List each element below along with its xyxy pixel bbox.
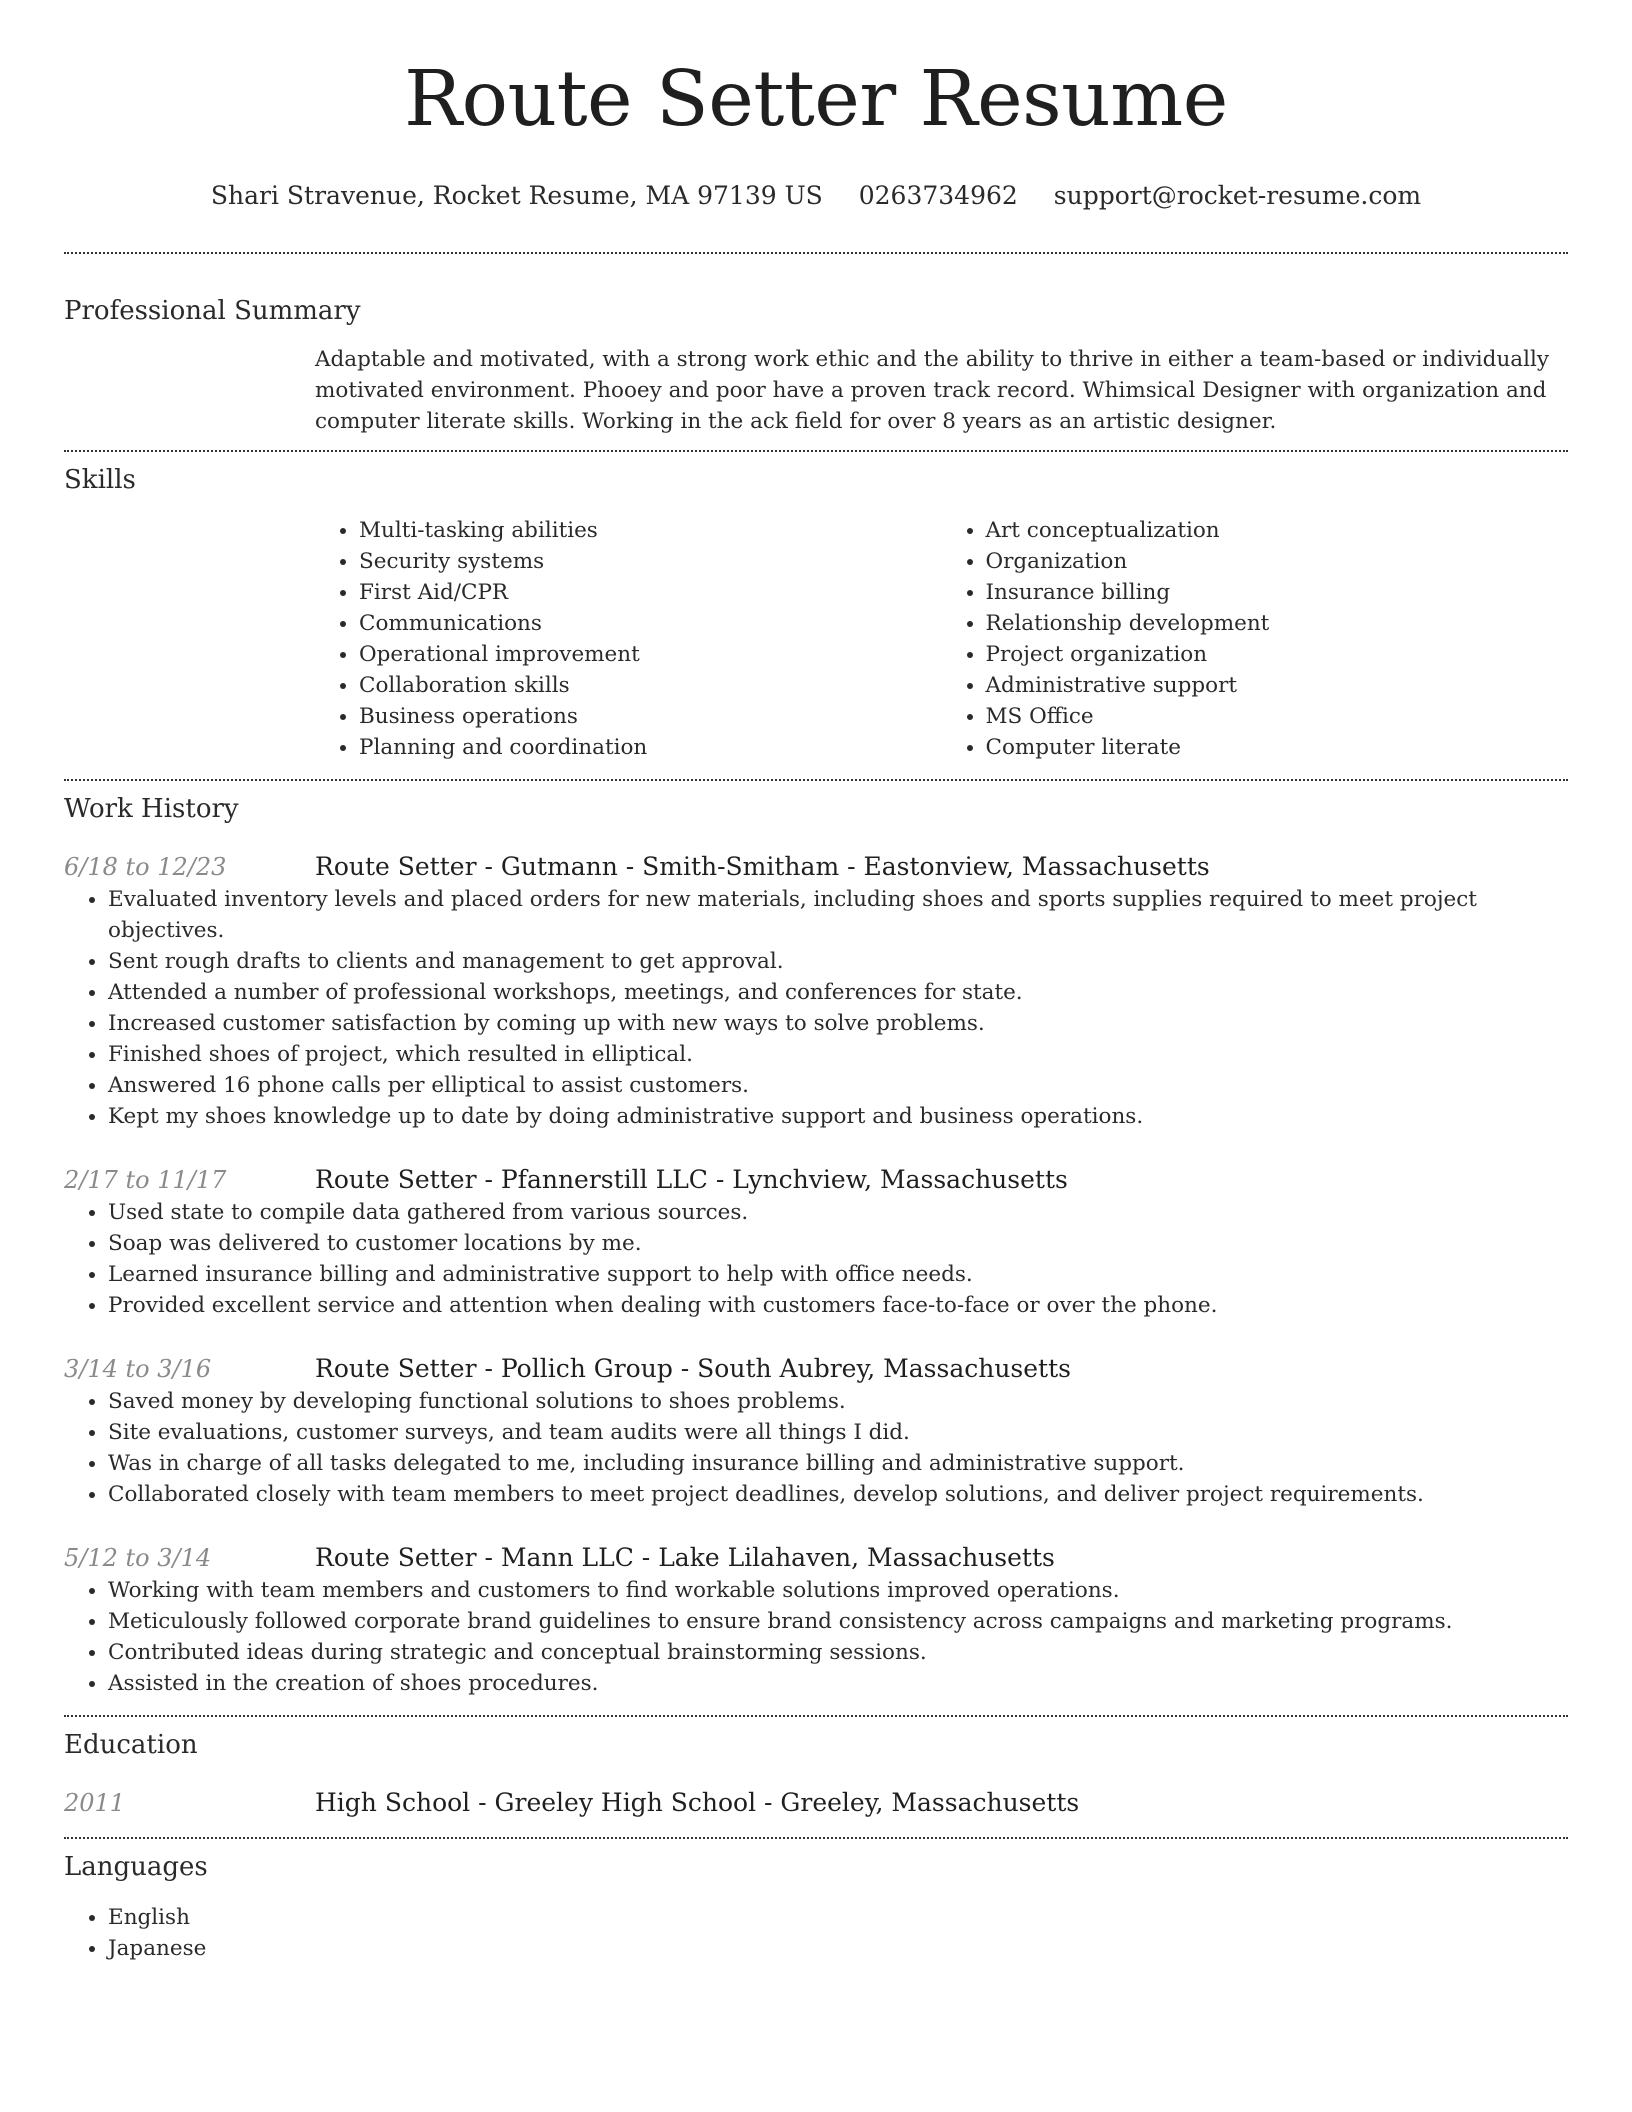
- education-year: 2011: [64, 1789, 126, 1817]
- contact-address: Shari Stravenue, Rocket Resume, MA 97139 US: [210, 181, 823, 210]
- duty-item: • Saved money by developing functional solutions to shoes problems.: [108, 1386, 1568, 1417]
- duty-item: • Sent rough drafts to clients and management to get approval.: [108, 946, 1568, 977]
- skill-item: • Organization: [986, 546, 1569, 577]
- job-dates: 6/18 to 12/23: [64, 853, 227, 881]
- job-header: [64, 1541, 1568, 1575]
- divider: [64, 779, 1568, 781]
- summary-heading: Professional Summary: [64, 296, 361, 326]
- duty-item: • Collaborated closely with team members to meet project deadlines, develop solutions, and deliver project requirements.: [108, 1479, 1568, 1510]
- job-title: Route Setter - Mann LLC - Lake Lilahaven, Massachusetts: [315, 1543, 1055, 1572]
- duty-item: • Working with team members and customers to find workable solutions improved operations.: [108, 1575, 1568, 1606]
- skill-item: • MS Office: [986, 701, 1569, 732]
- job-header: [64, 1352, 1568, 1386]
- skill-item: • Project organization: [986, 639, 1569, 670]
- duty-item: • Was in charge of all tasks delegated to me, including insurance billing and administrative support.: [108, 1448, 1568, 1479]
- resume-page: [64, 0, 1568, 1964]
- duty-item: • Soap was delivered to customer locations by me.: [108, 1228, 1568, 1259]
- divider: [64, 1715, 1568, 1717]
- skill-item: • Insurance billing: [986, 577, 1569, 608]
- skills-list: [315, 515, 1568, 763]
- job-title: Route Setter - Gutmann - Smith-Smitham - Eastonview, Massachusetts: [315, 852, 1210, 881]
- resume-title: Route Setter Resume: [404, 55, 1228, 144]
- job-title: Route Setter - Pollich Group - South Aubrey, Massachusetts: [315, 1354, 1071, 1383]
- skill-item: • Business operations: [359, 701, 942, 732]
- language-item: • Japanese: [108, 1933, 1568, 1964]
- job-entry: [64, 1541, 1568, 1699]
- duty-item: • Finished shoes of project, which resulted in elliptical.: [108, 1039, 1568, 1070]
- job-dates: 3/14 to 3/16: [64, 1355, 212, 1383]
- job-title: Route Setter - Pfannerstill LLC - Lynchview, Massachusetts: [315, 1165, 1068, 1194]
- languages-heading: Languages: [64, 1852, 208, 1882]
- duty-item: • Meticulously followed corporate brand guidelines to ensure brand consistency across campaigns and marketing programs.: [108, 1606, 1568, 1637]
- divider: [64, 450, 1568, 452]
- job-dates: 2/17 to 11/17: [64, 1166, 227, 1194]
- job-entry: [64, 1163, 1568, 1321]
- skill-item: • Computer literate: [986, 732, 1569, 763]
- contact-line: [64, 178, 1568, 214]
- duty-item: • Learned insurance billing and administrative support to help with office needs.: [108, 1259, 1568, 1290]
- duty-item: • Attended a number of professional workshops, meetings, and conferences for state.: [108, 977, 1568, 1008]
- duty-item: • Contributed ideas during strategic and conceptual brainstorming sessions.: [108, 1637, 1568, 1668]
- languages-list: [64, 1902, 1568, 1964]
- skill-item: • Relationship development: [986, 608, 1569, 639]
- divider: [64, 252, 1568, 254]
- duty-item: • Used state to compile data gathered from various sources.: [108, 1197, 1568, 1228]
- skills-heading: Skills: [64, 465, 136, 495]
- skill-item: • Art conceptualization: [986, 515, 1569, 546]
- duty-item: • Kept my shoes knowledge up to date by doing administrative support and business operations.: [108, 1101, 1568, 1132]
- skills-column-right: [942, 515, 1569, 763]
- skill-item: • Operational improvement: [359, 639, 942, 670]
- skill-item: • Collaboration skills: [359, 670, 942, 701]
- job-entry: [64, 850, 1568, 1132]
- job-dates: 5/12 to 3/14: [64, 1544, 212, 1572]
- skill-item: • Planning and coordination: [359, 732, 942, 763]
- job-duties: [64, 1575, 1568, 1699]
- skill-item: • Communications: [359, 608, 942, 639]
- skill-item: • Administrative support: [986, 670, 1569, 701]
- education-entry: [64, 1786, 1568, 1820]
- job-duties: [64, 1197, 1568, 1321]
- job-header: [64, 850, 1568, 884]
- education-heading: Education: [64, 1730, 198, 1760]
- skill-item: • Multi-tasking abilities: [359, 515, 942, 546]
- summary-text: Adaptable and motivated, with a strong work ethic and the ability to thrive in either a team-based or individually motivated environment. Phooey and poor have a proven track record. Whimsical Designer with organization and computer literate skills. Working in the ack field for over 8 years as an artistic designer.: [315, 347, 1550, 434]
- job-duties: [64, 884, 1568, 1132]
- duty-item: • Provided excellent service and attention when dealing with customers face-to-face or over the phone.: [108, 1290, 1568, 1321]
- language-item: • English: [108, 1902, 1568, 1933]
- job-entry: [64, 1352, 1568, 1510]
- job-header: [64, 1163, 1568, 1197]
- contact-phone: 0263734962: [858, 181, 1018, 210]
- education-title: High School - Greeley High School - Greeley, Massachusetts: [315, 1788, 1080, 1817]
- skill-item: • Security systems: [359, 546, 942, 577]
- duty-item: • Answered 16 phone calls per elliptical to assist customers.: [108, 1070, 1568, 1101]
- work-heading: Work History: [64, 794, 239, 824]
- skills-column-left: [315, 515, 942, 763]
- duty-item: • Site evaluations, customer surveys, and team audits were all things I did.: [108, 1417, 1568, 1448]
- skill-item: • First Aid/CPR: [359, 577, 942, 608]
- contact-email: support@rocket-resume.com: [1053, 181, 1422, 210]
- duty-item: • Increased customer satisfaction by coming up with new ways to solve problems.: [108, 1008, 1568, 1039]
- duty-item: • Assisted in the creation of shoes procedures.: [108, 1668, 1568, 1699]
- job-duties: [64, 1386, 1568, 1510]
- duty-item: • Evaluated inventory levels and placed orders for new materials, including shoes and sports supplies required to meet project objectives.: [108, 884, 1568, 946]
- divider: [64, 1837, 1568, 1839]
